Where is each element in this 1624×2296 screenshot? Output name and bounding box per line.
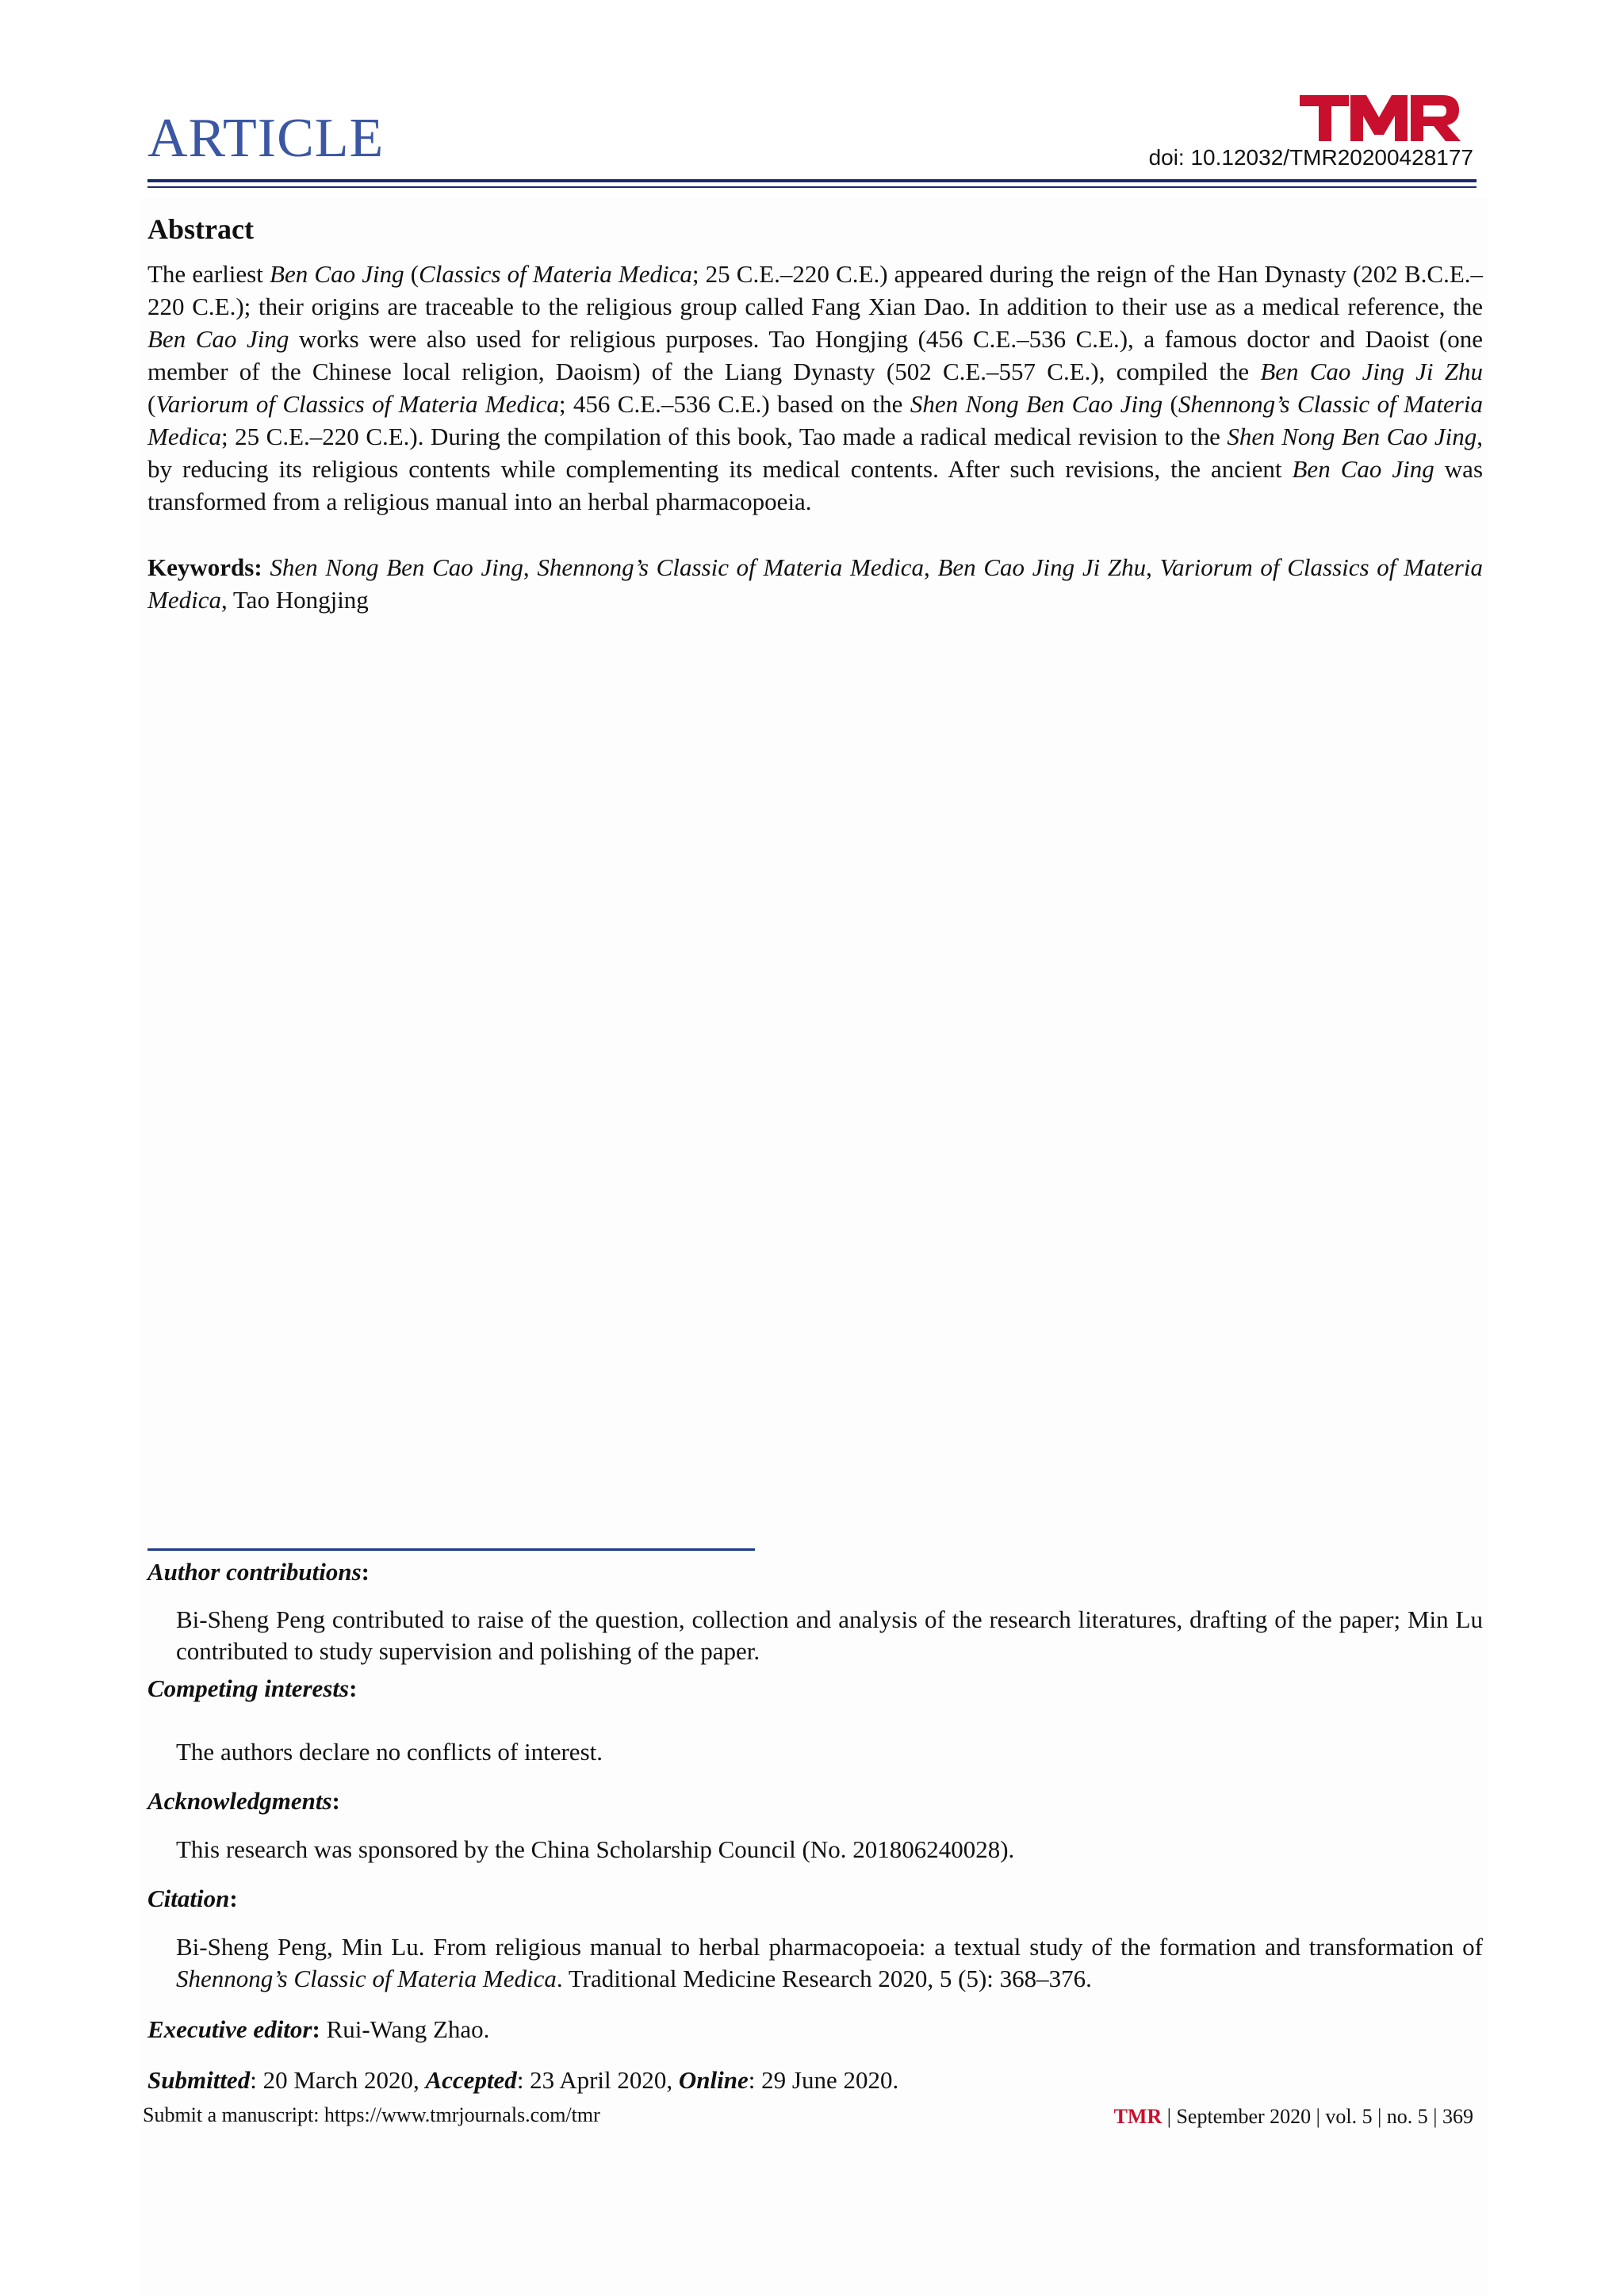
italic-title: Shennong’s Classic of Materia Medica <box>537 553 925 581</box>
competing-interests-label: Competing interests: <box>147 1674 358 1702</box>
competing-interests-text: The authors declare no conflicts of interest. <box>176 1738 603 1766</box>
text-run: ( <box>1162 390 1178 418</box>
citation-label: Citation: <box>147 1885 238 1912</box>
text-run: was transformed from a religious manual into an herbal pharmacopoeia. <box>147 455 1484 515</box>
author-contributions-text: Bi-Sheng Peng contributed to raise of the question, collection and analysis of the research literatures, drafting of the paper; Min Lu contributed to study supervision and polishing of the paper. <box>176 1605 1483 1665</box>
issue-info: | September 2020 | vol. 5 | no. 5 | 369 <box>1162 2105 1473 2128</box>
abstract-heading: Abstract <box>147 213 254 245</box>
text-run: ( <box>147 390 156 418</box>
header-rule <box>147 179 1477 182</box>
italic-title: Shennong’s Classic of Materia Medica <box>176 1965 557 1992</box>
italic-title: Classics of Materia Medica <box>419 260 692 288</box>
submitted-date: : 20 March 2020, <box>250 2066 426 2094</box>
accepted-label: Accepted <box>425 2066 517 2094</box>
text-run: The earliest <box>147 260 270 288</box>
italic-title: Variorum of Classics of Materia Medica <box>147 553 1483 614</box>
text-run: ( <box>404 260 419 288</box>
submit-manuscript-link[interactable]: Submit a manuscript: https://www.tmrjournals.com/tmr <box>143 2103 600 2126</box>
executive-editor: Executive editor: Rui-Wang Zhao. <box>147 2015 490 2043</box>
header-rule-thin <box>147 186 1477 188</box>
text-run: , <box>523 553 538 581</box>
journal-abbrev: TMR <box>1113 2105 1162 2128</box>
keywords <box>147 551 1483 616</box>
text-run: works were also used for religious purposes. Tao Hongjing (456 C.E.–536 C.E.), a famous doctor and Daoist (one member of the Chinese local religion, Daoism) of the Liang Dynasty (502 C.E.–557 C.E.), compiled the <box>147 325 1483 385</box>
italic-title: Shen Nong Ben Cao Jing <box>270 553 523 581</box>
italic-title: Shennong’s Classic of Materia Medica <box>147 390 1483 450</box>
page-footer <box>1114 2105 1473 2129</box>
acknowledgments-text: This research was sponsored by the China Scholarship Council (No. 201806240028). <box>176 1835 1015 1863</box>
section-label: ARTICLE <box>147 108 385 169</box>
text-run: ; 25 C.E.–220 C.E.). During the compilation of this book, Tao made a radical medical revision to the <box>220 423 1228 450</box>
italic-title: Ben Cao Jing <box>270 260 404 288</box>
accepted-date: : 23 April 2020, <box>516 2066 679 2094</box>
executive-editor-name: Rui-Wang Zhao. <box>320 2015 490 2043</box>
italic-title: Ben Cao Jing Ji Zhu <box>1260 358 1483 385</box>
tmr-logo <box>1298 90 1462 143</box>
submitted-label: Submitted <box>147 2066 251 2094</box>
text-run: , <box>1146 553 1160 581</box>
doi: doi: 10.12032/TMR20200428177 <box>1148 145 1473 170</box>
italic-title: Ben Cao Jing <box>147 325 289 353</box>
italic-title: Ben Cao Jing Ji Zhu <box>937 553 1147 581</box>
author-contributions-label: Author contributions: <box>147 1558 370 1586</box>
italic-title: Variorum of Classics of Materia Medica <box>155 390 559 418</box>
text-run: Bi-Sheng Peng, Min Lu. From religious manual to herbal pharmacopoeia: a textual study of the formation and transformation of <box>176 1933 1483 1961</box>
online-label: Online <box>678 2066 749 2094</box>
text-run: ; 456 C.E.–536 C.E.) based on the <box>558 390 910 418</box>
italic-title: Shen Nong Ben Cao Jing <box>910 390 1163 418</box>
italic-title: Ben Cao Jing <box>1292 455 1434 483</box>
online-date: : 29 June 2020. <box>748 2066 899 2094</box>
abstract-body <box>147 258 1483 518</box>
acknowledgments-label: Acknowledgments: <box>147 1787 340 1815</box>
text-run <box>262 553 270 581</box>
text-run: , <box>924 553 938 581</box>
citation-text <box>176 1931 1483 1995</box>
footnote-divider <box>147 1548 755 1551</box>
text-run: , by reducing its religious contents while complementing its medical contents. After such revisions, the ancient <box>147 423 1483 483</box>
keywords-label: Keywords: <box>147 553 262 581</box>
text-run: , Tao Hongjing <box>220 586 369 614</box>
text-run: ; 25 C.E.–220 C.E.) appeared during the reign of the Han Dynasty (202 B.C.E.–220 C.E.); their origins are traceable to the religious group called Fang Xian Dao. In addition to their use as a medical reference, the <box>147 260 1484 320</box>
text-run: . Traditional Medicine Research 2020, 5 (5): 368–376. <box>556 1965 1092 1992</box>
executive-editor-label: Executive editor <box>147 2015 312 2043</box>
tmr-logo-graphic <box>1298 90 1462 143</box>
italic-title: Shen Nong Ben Cao Jing <box>1227 423 1477 450</box>
publication-dates <box>147 2066 898 2095</box>
